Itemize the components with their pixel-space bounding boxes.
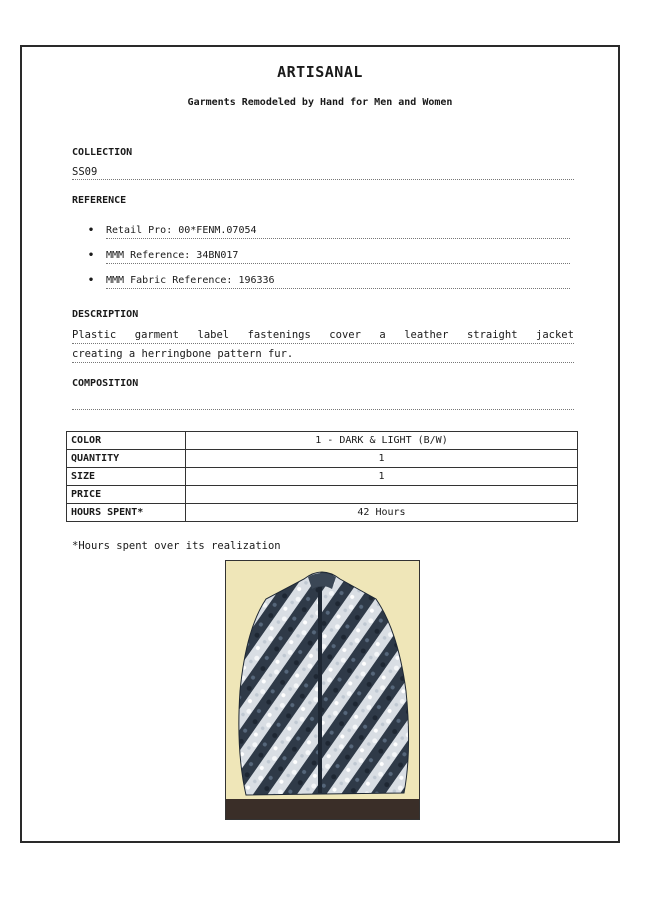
spec-label: QUANTITY	[67, 450, 186, 468]
spec-label: HOURS SPENT*	[67, 504, 186, 522]
document-subtitle: Garments Remodeled by Hand for Men and Women	[187, 97, 453, 108]
description-text	[72, 327, 574, 363]
description-word: cover	[329, 329, 361, 341]
bullet-icon: •	[88, 275, 95, 286]
reference-heading: REFERENCE	[72, 195, 127, 206]
spec-table	[66, 431, 578, 522]
spec-value: 1 - DARK & LIGHT (B/W)	[186, 432, 578, 450]
bullet-icon: •	[88, 225, 95, 236]
table-row	[67, 450, 578, 468]
table-row	[67, 468, 578, 486]
spec-value: 1	[186, 468, 578, 486]
footnote: *Hours spent over its realization	[72, 540, 281, 552]
spec-label: SIZE	[67, 468, 186, 486]
spec-value: 42 Hours	[186, 504, 578, 522]
document-frame	[20, 45, 620, 843]
table-row	[67, 504, 578, 522]
spec-value	[186, 486, 578, 504]
jacket-photo	[225, 560, 420, 820]
bullet-icon: •	[88, 250, 95, 261]
composition-heading: COMPOSITION	[72, 378, 139, 389]
collection-value: SS09	[72, 165, 574, 180]
description-word: label	[197, 329, 230, 341]
spec-label: COLOR	[67, 432, 186, 450]
table-row	[67, 486, 578, 504]
spec-label: PRICE	[67, 486, 186, 504]
description-word: Plastic	[72, 329, 117, 341]
description-word: a	[379, 329, 386, 341]
collection-heading: COLLECTION	[72, 147, 133, 158]
description-word: leather	[404, 329, 449, 341]
table-row	[67, 432, 578, 450]
reference-item: • MMM Reference: 34BN017	[88, 249, 574, 263]
reference-item: • Retail Pro: 00*FENM.07054	[88, 224, 574, 238]
description-word: fastenings	[247, 329, 311, 341]
reference-item: • MMM Fabric Reference: 196336	[88, 274, 574, 288]
composition-value	[72, 395, 574, 410]
description-line-2: creating a herringbone pattern fur.	[72, 346, 574, 363]
description-word: straight	[466, 329, 518, 341]
description-line-1	[72, 327, 574, 344]
document-title: ARTISANAL	[277, 63, 363, 81]
description-word: jacket	[536, 329, 574, 341]
description-word: garment	[134, 329, 180, 341]
spec-value: 1	[186, 450, 578, 468]
description-heading: DESCRIPTION	[72, 309, 139, 320]
